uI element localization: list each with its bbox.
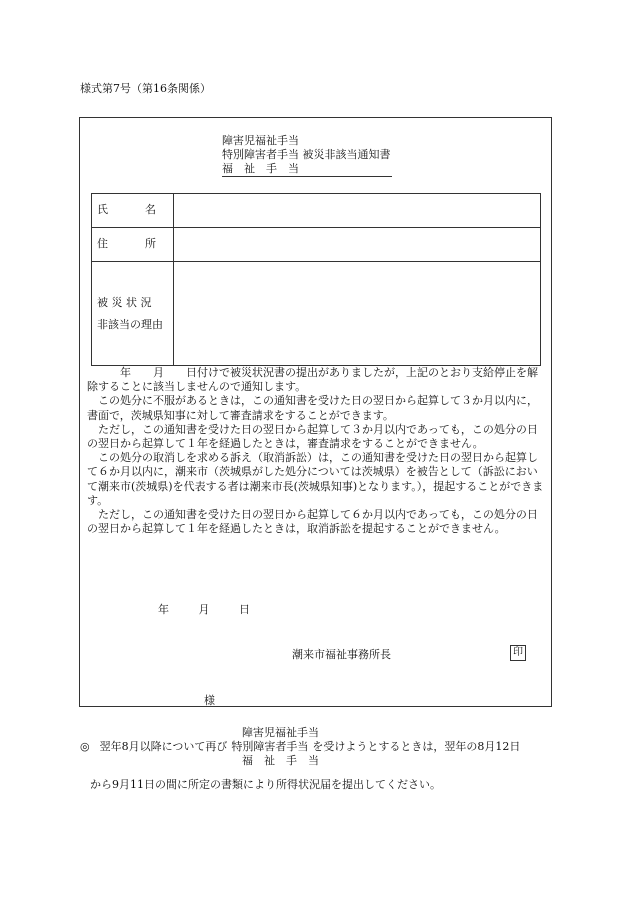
notice-body [87,366,547,536]
reason-value[interactable] [174,262,541,366]
name-value[interactable] [174,194,541,228]
reason-label: 被 災 状 況 非該当の理由 [92,262,174,366]
seal-icon: 印 [510,645,526,661]
form-reference: 様式第7号（第16条関係） [80,82,211,95]
address-row [92,228,541,262]
title-line-1: 障害児福祉手当 [222,134,299,147]
double-circle-icon: ◎ [80,740,90,753]
body-paragraph-4: この処分の取消しを求める訴え（取消訴訟）は，この通知書を受けた日の翌日から起算して６か月以内に，潮来市（茨城県がした処分については茨城県）を被告として（訴訟において潮来市(茨城県)を代表する者は潮来市長(茨城県知事)となります。），提起することができます。 [87,451,544,507]
office-name: 潮来市福祉事務所長 [292,648,391,661]
title-line-3: 福 祉 手 当 [222,162,392,177]
note-line-2: から9月11日の間に所定の書類により所得状況届を提出してください。 [90,778,441,791]
notice-frame [79,117,552,707]
notice-title [222,134,392,177]
body-paragraph-2: この処分に不服があるときは，この通知書を受けた日の翌日から起算して３か月以内に，書面で，茨城県知事に対して審査請求をすることができます。 [87,394,538,422]
date-day: 日 [239,603,250,616]
info-table [91,193,541,366]
name-label: 氏 名 [92,194,174,228]
name-row [92,194,541,228]
date-year: 年 [158,603,169,616]
note-allowance-3: 福 祉 手 当 [242,754,319,767]
note-text-b: を受けようとするときは，翌年の8月12日 [312,740,521,753]
address-label: 住 所 [92,228,174,262]
addressee-suffix: 様 [204,694,215,707]
note-allowance-2: 特別障害者手当 [231,740,309,753]
note-text-a: 翌年8月以降について再び [99,740,228,753]
issue-date [158,603,276,617]
title-line-2: 特別障害者手当 被災非該当通知書 [222,148,391,161]
body-paragraph-1: 年 月 日付けで被災状況書の提出がありましたが，上記のとおり支給停止を解除することに該当しませんので通知します。 [87,366,538,394]
reason-row [92,262,541,366]
date-month: 月 [198,603,210,616]
note-line-1 [80,740,520,754]
body-paragraph-3: ただし，この通知書を受けた日の翌日から起算して３か月以内であっても，この処分の日の翌日から起算して１年を経過したときは，審査請求をすることができません。 [87,422,538,451]
body-paragraph-5: ただし，この通知書を受けた日の翌日から起算して６か月以内であっても，この処分の日の翌日から起算して１年を経過したときは，取消訴訟を提起することができません。 [87,508,538,536]
address-value[interactable] [174,228,541,262]
note-allowance-1: 障害児福祉手当 [242,726,319,739]
